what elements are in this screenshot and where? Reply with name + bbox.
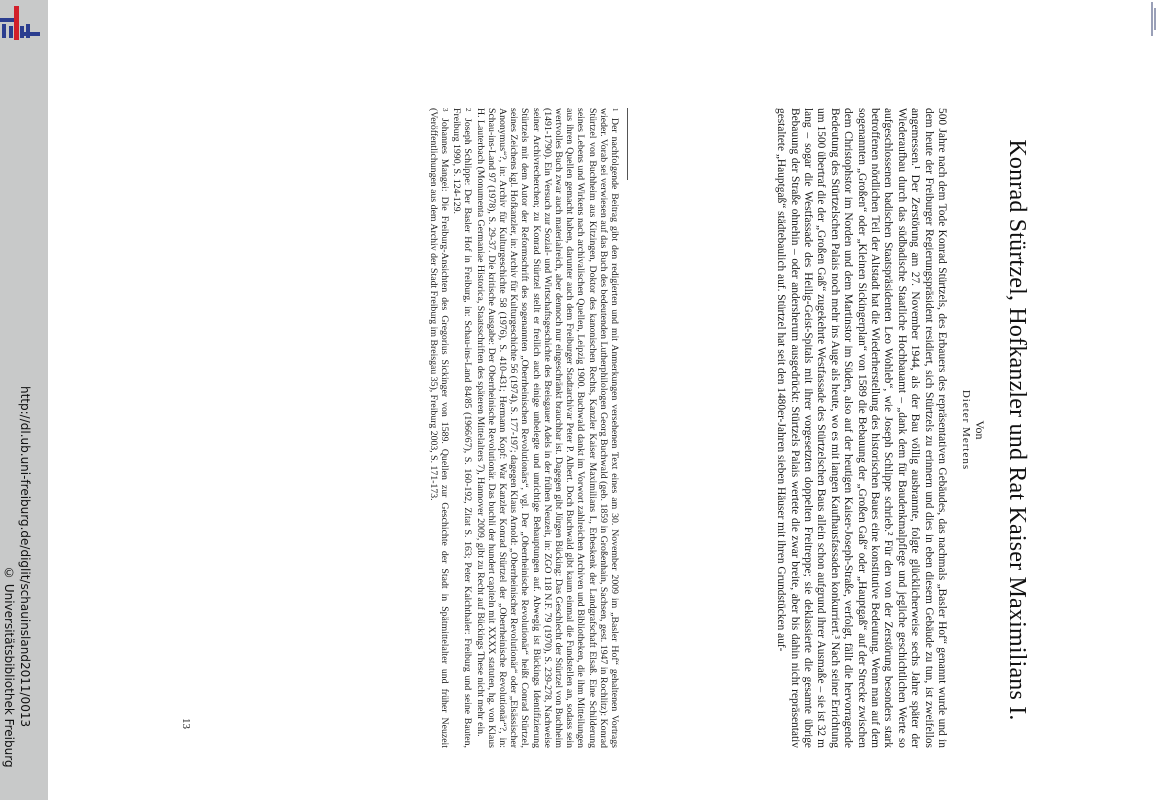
document-page	[60, 0, 1150, 800]
rotated-page-content	[120, 0, 1060, 800]
footnote	[474, 108, 620, 748]
byline-von: Von	[973, 420, 987, 440]
page-edge-marker-icon	[1150, 2, 1158, 36]
ub-freiburg-logo-icon	[0, 0, 48, 54]
page-number: 13	[180, 718, 192, 729]
footnote-number: 2	[464, 108, 473, 112]
footnote-text: Der nachfolgende Beitrag gibt den redigierten und mit Anmerkungen versehenen Text eines am 30. November 2009 im „Basler Hof“ gehaltenen Vortrags wieder. Vorab sei verwiesen auf das Buch des bedeutenden Lutherphilologen Georg Buchwald (geb. 1859 in Großenhain, Sachsen, gest. 1947 in Rochlitz): Konrad Stürtzel von Buchheim aus Kitzingen, Doktor des kanonischen Rechts, Kanzler Kaiser Maximilians I., Erbeskenk der Landgrafschaft Elsaß. Eine Schilderung seines Lebens und Wirkens nach archivalischen Quellen, Leipzig 1900. Buchwald dankt im Vorwort zahlreichen Archiven und Bibliotheken, die ihm Mitteilungen aus ihren Quellen gemacht haben, darunter auch dem Freiburger Stadtarchivar Peter P. Albert. Doch Buchwald gibt kaum einmal die Fundstellen an, sodass sein wertvolles Buch zwar auch materialreich, aber dennoch nur eingeschränkt brauchbar ist. Dagegen gibt Jürgen Bücking: Das Geschlecht der Stürtzel von Buchheim (1491-1790). Ein Versuch zur Sozial- und Wirtschaftsgeschichte des Breisgauer Adels in der frühen Neuzeit, in: ZGO 118 N.F. 79 (1970), S. 239-278, Nachweise seiner Archivrecherchen; zu Konrad Stürtzel stellt er freilich auch einige unbelegte und unrichtige Behauptungen auf. Abwegig ist Bückings Identifizierung Stürtzels mit dem Autor der Reformschrift des sogenannten „Oberrheinischen Revolutionärs“, vgl. Der „Oberrheinische Revolutionär“ heißt Conrad Stürtzel, seines Zeichens kgl. Hofkanzler, in: Archiv für Kulturgeschichte 56 (1974), S. 177-197; dagegen Klaus Arnold: „Oberrheinischer Revolutionär“ oder „Elsässischer Anonymus“?, in: Archiv für Kulturgeschichte 58 (1976), S. 410-431; Hermann Kopf: War Kanzler Konrad Stürtzel der „Oberrheinische Revolutionär“?, in: Schau-ins-Land 97 (1978), S. 29-37. Die kritische Ausgabe: Der Oberrheinische Revolutionär. Das buchli der hundert capiteln mit XXXX statuten, hg. von Klaus H. Lauterbach (Monumenta Germaniae Historica, Staatsschriften des späteren Mittelalters 7), Hannover 2009, gibt zu Recht auf Bückings These nicht mehr ein.	[474, 108, 620, 748]
copyright-notice: © Universitätsbibliothek Freiburg	[2, 566, 16, 768]
footnote-number: 3	[440, 108, 449, 112]
footnote-text: Johannes Mangei: Die Freiburg-Ansichten des Gregorius Sickinger von 1589. Quellen zur Geschichte der Stadt in Spätmittelalter und früher Neuzeit (Veröffentlichungen aus dem Archiv der Stadt Freiburg im Breisgau 35), Freiburg 2003, S. 171-173.	[427, 108, 450, 748]
footnote-text: Joseph Schlippe: Der Basler Hof in Freiburg, in: Schau-ins-Land 84/85 (1966/67), S. 160-192, Zitat S. 163; Peter Kalchthaler: Freiburg und seine Bauten, Freiburg 1990, S. 124-129.	[451, 108, 474, 748]
footnote-number: 1	[611, 108, 619, 112]
viewer-sidebar	[0, 0, 48, 800]
body-text: 500 Jahre nach dem Tode Konrad Stürtzels, des Erbauers des repräsentativen Gebäudes, das nachmals „Basler Hof“ genannt wurde und in dem heute der Freiburger Regierungspräsident residiert, sich Stürtzels zu erinnern und dies in eben diesem Gebäude zu tun, ist zweifellos angemessen.¹ Der Zerstörung am 27. November 1944, als der Bau völlig ausbrannte, folgte glücklicherweise sechs Jahre später der Wiederaufbau durch das südbadische Staatliche Hochbauamt – „dank dem für Baudenkmalpflege und jegliche geschichtlichen Werte so aufgeschlossenen badischen Staatspräsidenten Leo Wohleb“, wie Joseph Schlippe schrieb.² Für den von der Zerstörung besonders stark betroffenen nördlichen Teil der Altstadt hat die Wiederherstellung des historischen Baues eine konstitutive Bedeutung. Wenn man auf dem sogenannten „Großen“ oder „Kleinen Sickingerplan“ von 1589 die Bebauung der „Großen Gaß“ oder „Hauptgaß“ auf der Strecke zwischen dem Christophstor im Norden und dem Martinstor im Süden, also auf der heutigen Kaiser-Joseph-Straße, verfolgt, fällt die hervorragende Bedeutung des Stürtzelschen Palais noch mehr ins Auge als heute, wo es mit langen Kaufhausfassaden konkurriert.³ Nach seiner Errichtung um 1500 übertraf die der „Großen Gaß“ zugekehrte Westfassade des Stürtzelschen Baus allein schon aufgrund ihrer Ausmaße – sie ist 32 m lang – sogar die Westfassade des Heilig-Geist-Spitals mit ihrer vorgesetzten doppelten Freitreppe; sie deklassierte die gesamte übrige Bebauung der Straße ohnehin – oder andersherum ausgedrückt: Stürtzels Palais wertete die zwar breite, aber bis dahin nicht repräsentativ gestaltete „Hauptgaß“ städtebaulich auf. Stürtzel hat seit den 1480er-Jahren sieben Häuser mit ihren Grundstücken auf-	[775, 108, 948, 748]
document-url[interactable]: http://dl.ub.uni-freiburg.de/diglit/schauinsland2011/0013	[18, 386, 32, 728]
author-name: Dieter Mertens	[960, 389, 972, 471]
footnote	[428, 108, 450, 748]
footnotes	[427, 108, 620, 748]
footnote	[451, 108, 473, 748]
article-title: Konrad Stürtzel, Hofkanzler und Rat Kaiser Maximilians I.	[1004, 139, 1030, 721]
footnote-divider	[627, 108, 628, 180]
